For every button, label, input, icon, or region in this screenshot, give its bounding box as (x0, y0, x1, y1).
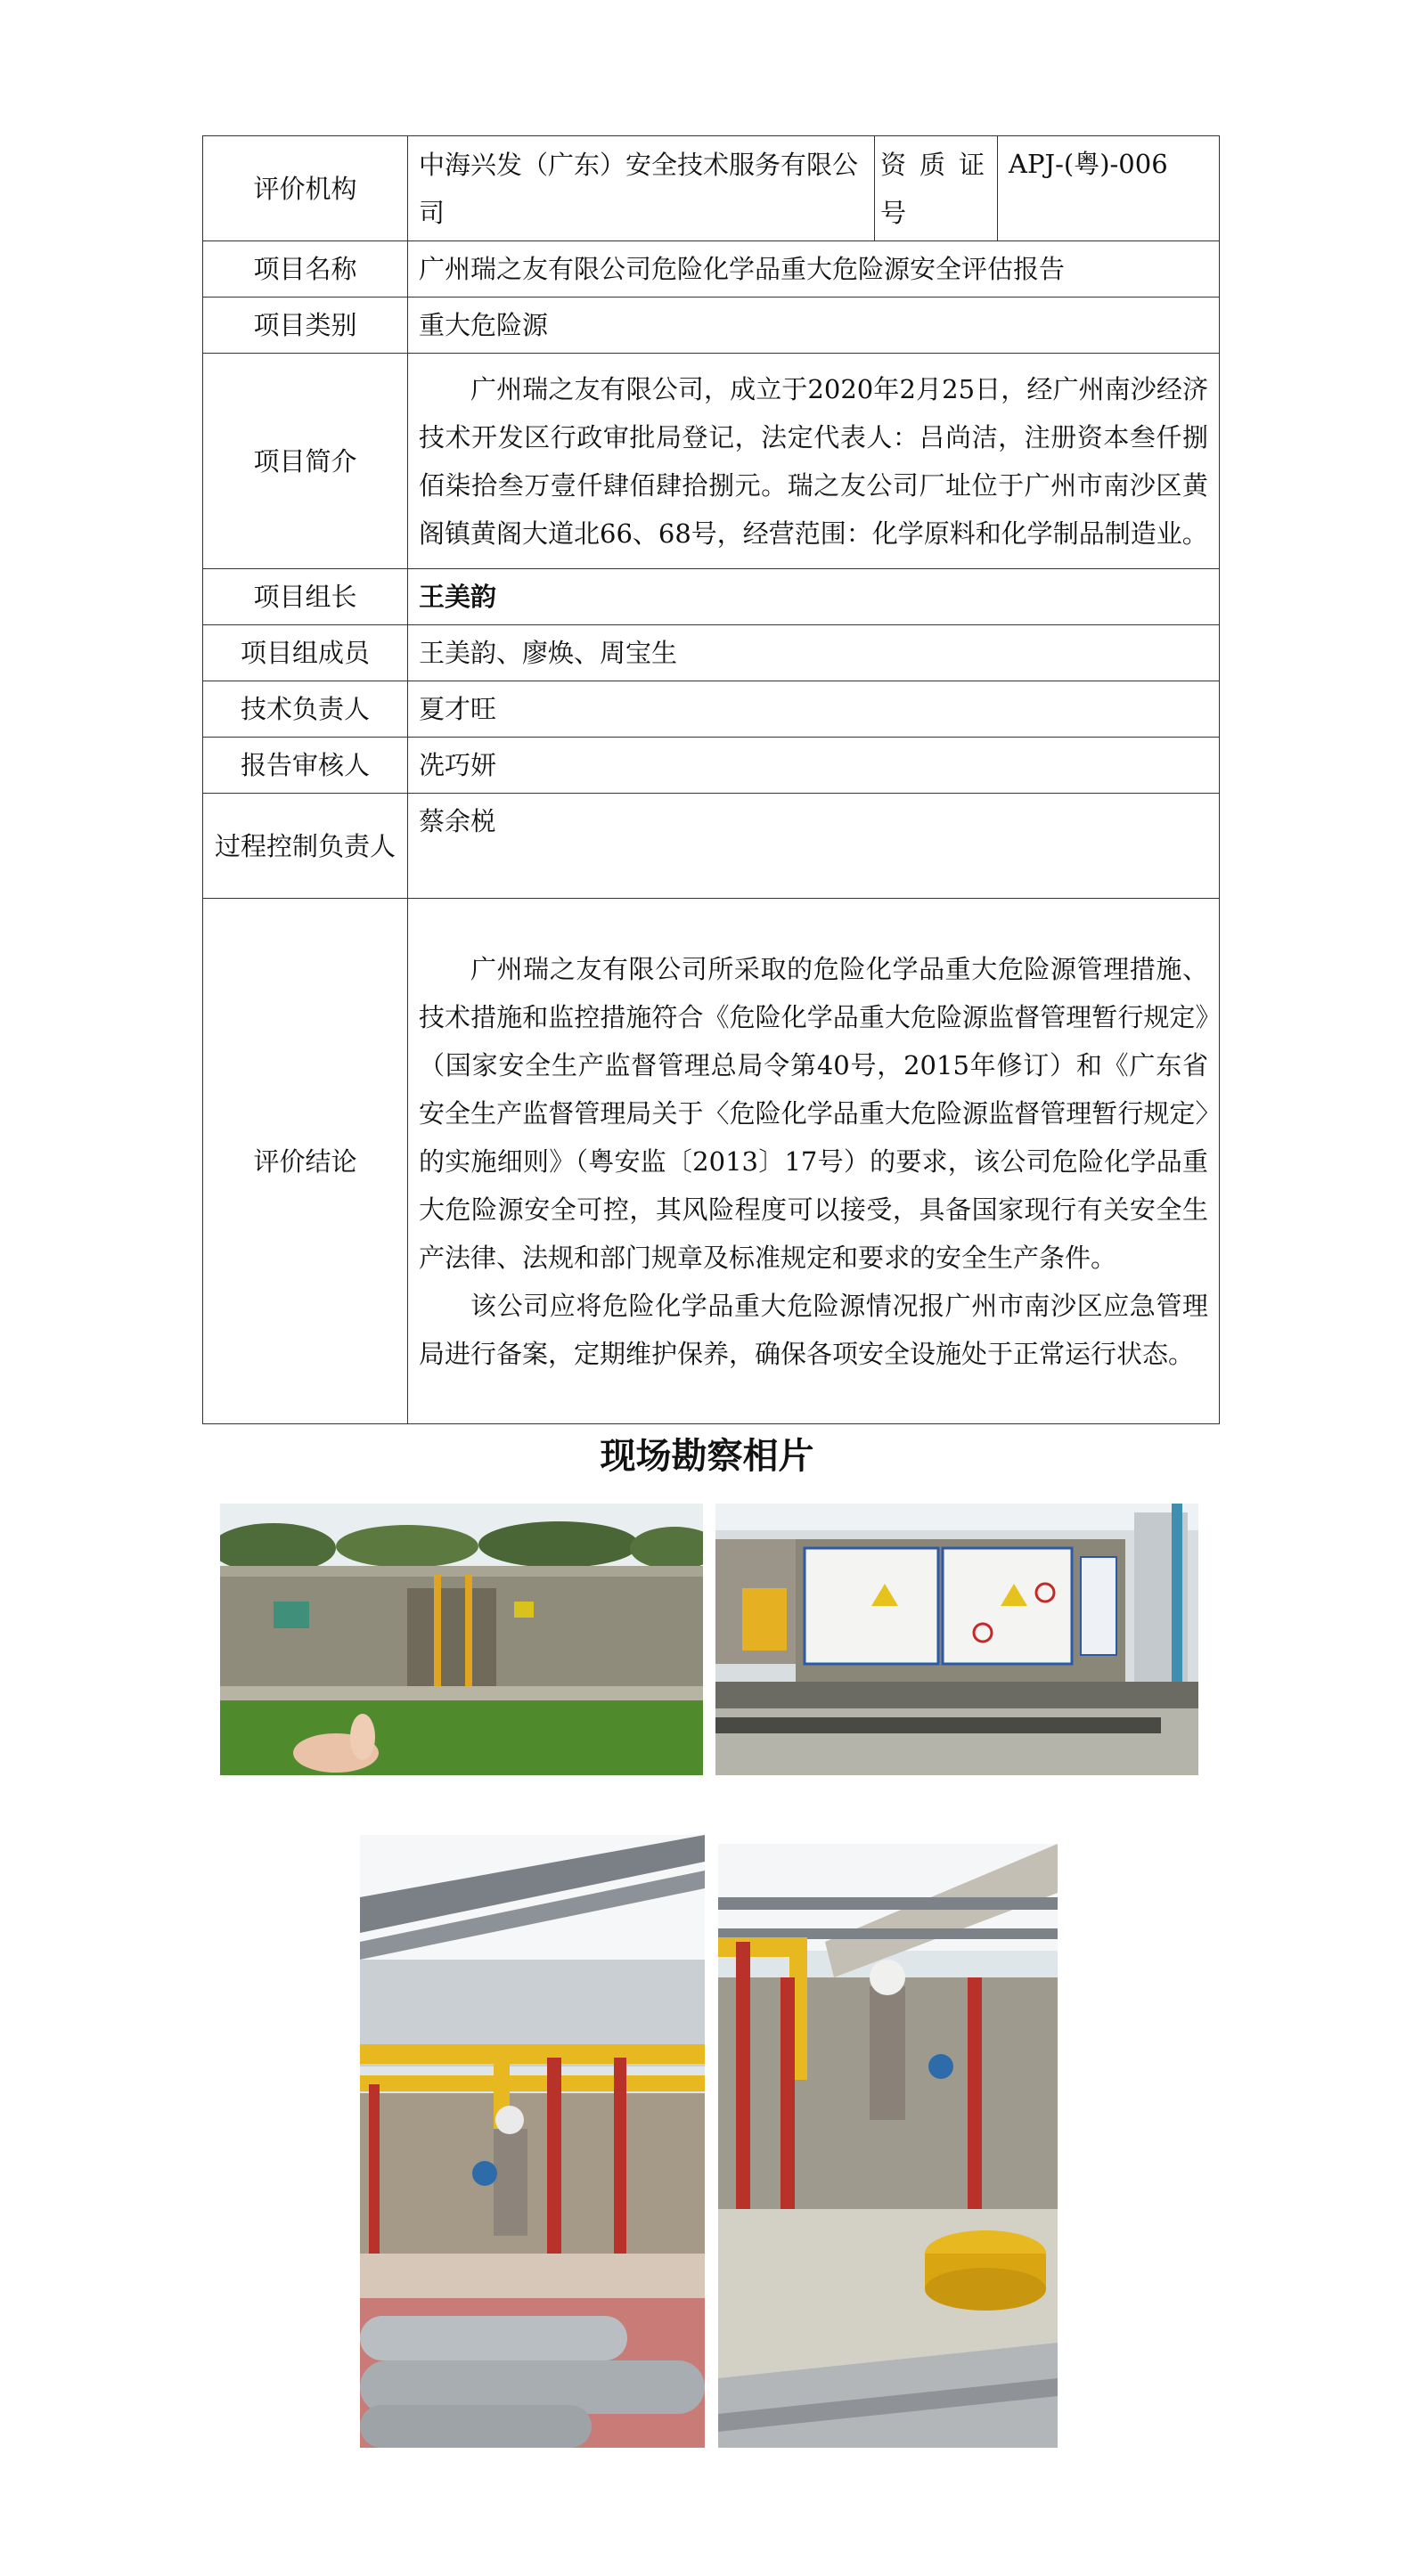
project-intro-cell (408, 354, 1220, 569)
cert-value: APJ-(粤)-006 (998, 136, 1220, 241)
project-name-label: 项目名称 (203, 241, 408, 298)
org-value: 中海兴发（广东）安全技术服务有限公司 (408, 136, 875, 241)
cert-label: 资质证号 (875, 136, 998, 241)
project-intro-label: 项目简介 (203, 354, 408, 569)
project-intro-value: 广州瑞之友有限公司，成立于2020年2月25日，经广州南沙经济技术开发区行政审批局登记，法定代表人：吕尚洁，注册资本叁仟捌佰柒拾叁万壹仟肆佰肆拾捌元。瑞之友公司厂址位于广州市南沙区黄阁镇黄阁大道北66、68号，经营范围：化学原料和化学制品制造业。 (419, 373, 1208, 549)
org-label: 评价机构 (203, 136, 408, 241)
project-type-label: 项目类别 (203, 298, 408, 354)
project-info-table (202, 135, 1220, 1424)
team-leader-value: 王美韵 (408, 569, 1220, 625)
tech-lead-value: 夏才旺 (408, 681, 1220, 738)
row-tech-lead (203, 681, 1220, 738)
conclusion-paragraph-1: 广州瑞之友有限公司所采取的危险化学品重大危险源管理措施、技术措施和监控措施符合《危险化学品重大危险源监督管理暂行规定》（国家安全生产监督管理总局令第40号，2015年修订）和《广东省安全生产监督管理局关于〈危险化学品重大危险源监督管理暂行规定〉的实施细则》（粤安监〔2013〕17号）的要求，该公司危险化学品重大危险源安全可控，其风险程度可以接受，具备国家现行有关安全生产法律、法规和部门规章及标准规定和要求的安全生产条件。 (419, 953, 1208, 1273)
row-project-intro (203, 354, 1220, 569)
row-process-control (203, 794, 1220, 899)
row-conclusion (203, 899, 1220, 1424)
row-reviewer (203, 738, 1220, 794)
conclusion-paragraph-2: 该公司应将危险化学品重大危险源情况报广州市南沙区应急管理局进行备案，定期维护保养，确保各项安全设施处于正常运行状态。 (419, 1290, 1208, 1369)
site-photo-pipes-valve-left (360, 1835, 705, 2448)
tech-lead-label: 技术负责人 (203, 681, 408, 738)
photos-section-title: 现场勘察相片 (600, 1436, 814, 1477)
row-org (203, 136, 1220, 241)
row-project-name (203, 241, 1220, 298)
site-photo-pipes-valve-right (718, 1844, 1058, 2448)
process-control-value: 蔡余棁 (408, 794, 1220, 899)
project-type-value: 重大危险源 (408, 298, 1220, 354)
reviewer-value: 冼巧妍 (408, 738, 1220, 794)
row-project-type (203, 298, 1220, 354)
row-team-members (203, 625, 1220, 681)
site-photo-signboard (715, 1504, 1198, 1775)
team-members-value: 王美韵、廖焕、周宝生 (408, 625, 1220, 681)
conclusion-cell (408, 899, 1220, 1424)
reviewer-label: 报告审核人 (203, 738, 408, 794)
conclusion-label: 评价结论 (203, 899, 408, 1424)
project-name-value: 广州瑞之友有限公司危险化学品重大危险源安全评估报告 (408, 241, 1220, 298)
site-photo-wall-courtyard (220, 1504, 703, 1775)
team-leader-label: 项目组长 (203, 569, 408, 625)
team-members-label: 项目组成员 (203, 625, 408, 681)
process-control-label: 过程控制负责人 (203, 794, 408, 899)
row-team-leader (203, 569, 1220, 625)
